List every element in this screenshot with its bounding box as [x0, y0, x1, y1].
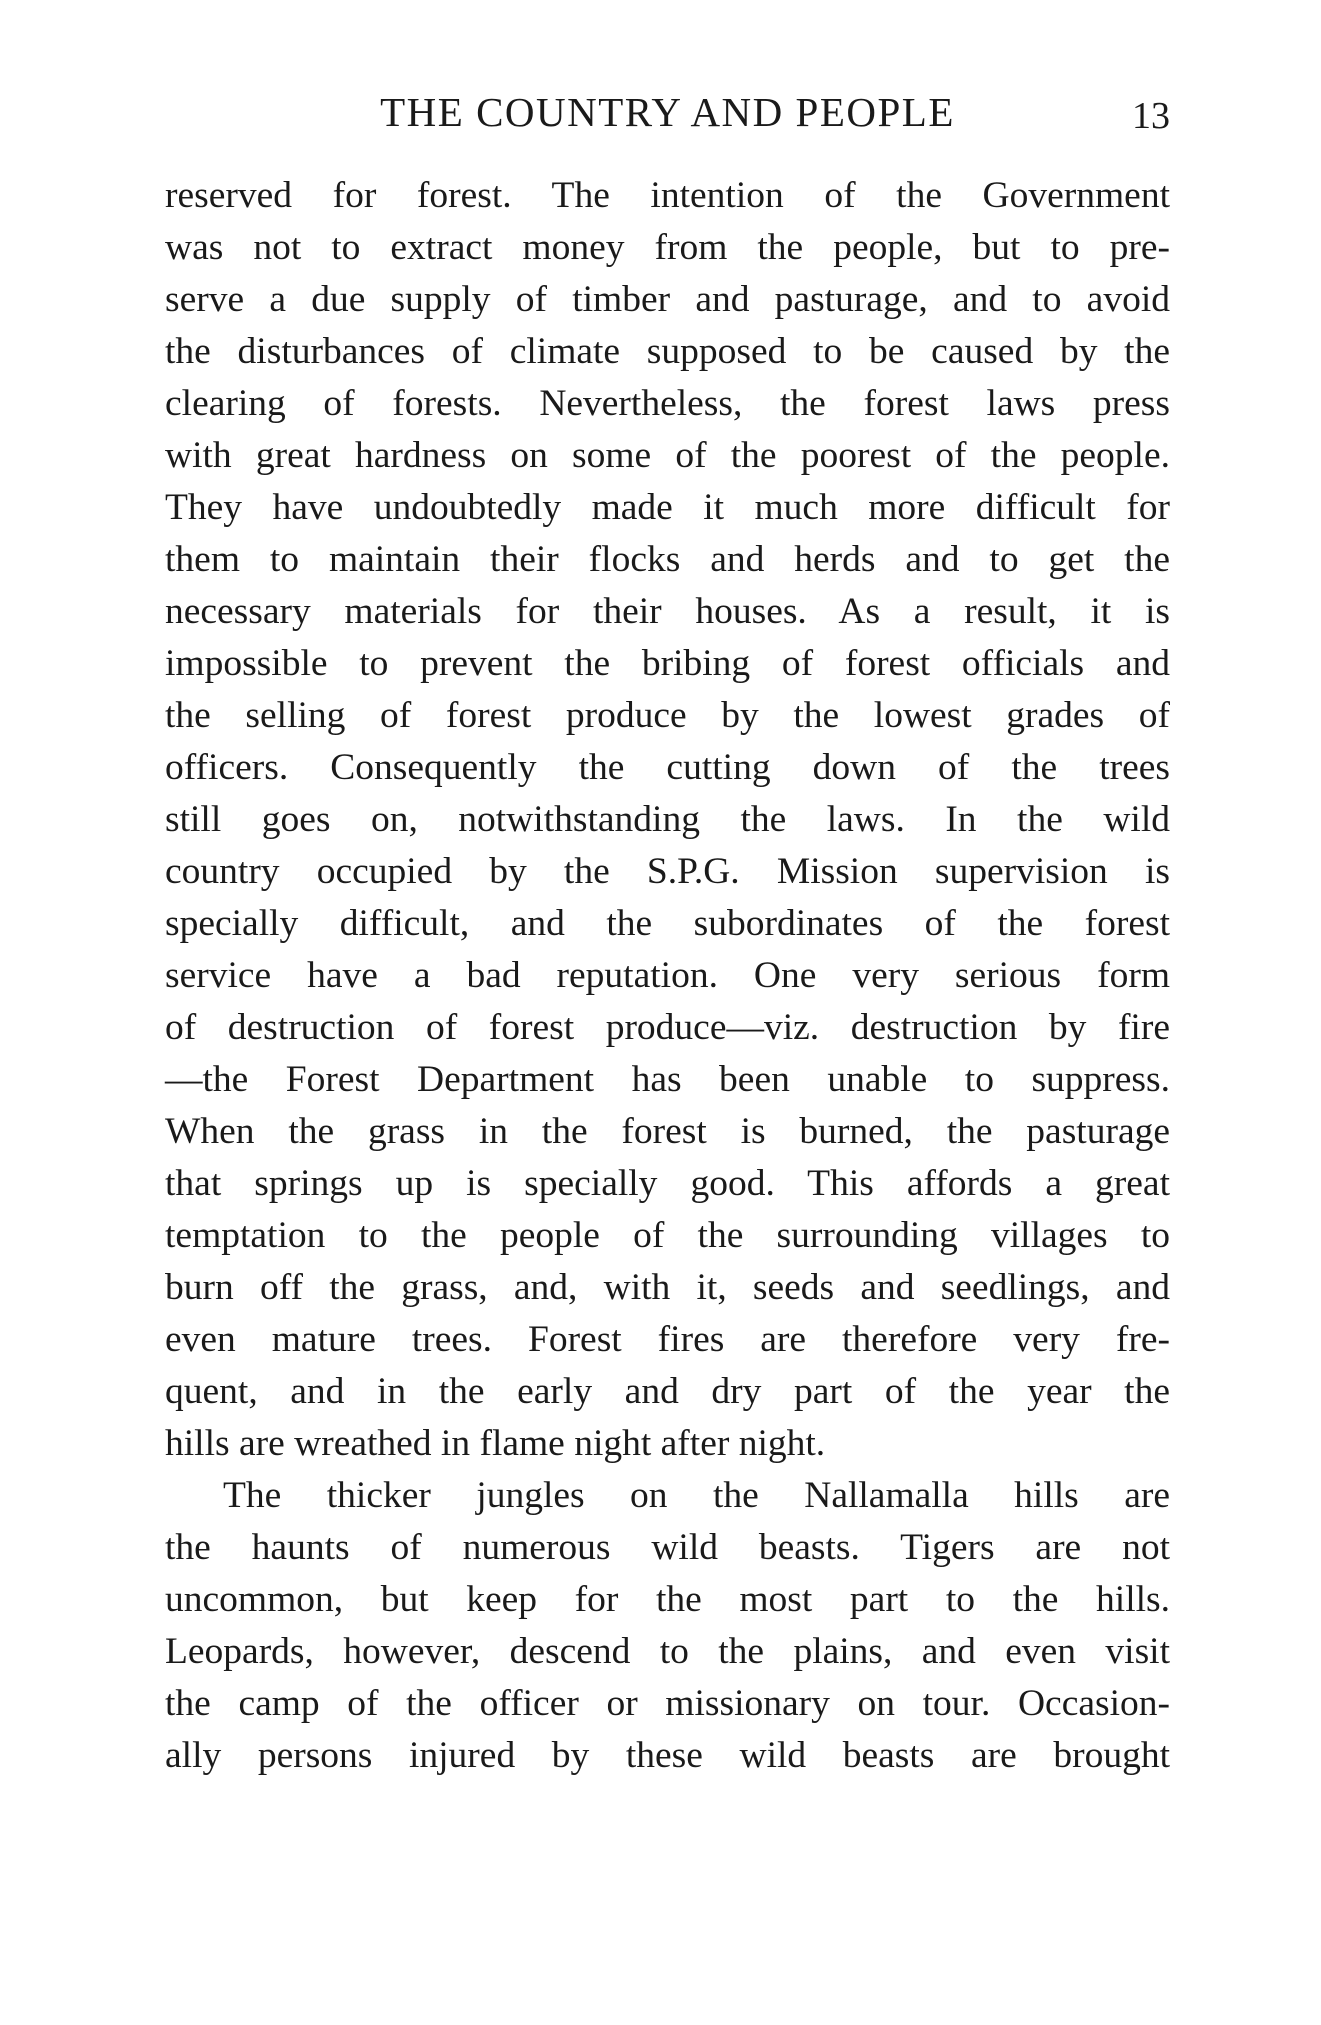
text-line: was not to extract money from the people, but to pre- [165, 227, 1170, 268]
text-line: temptation to the people of the surrounding villages to [165, 1215, 1170, 1256]
text-line: clearing of forests. Nevertheless, the forest laws press [165, 383, 1170, 424]
text-line: necessary materials for their houses. As a result, it is [165, 591, 1170, 632]
text-line: the haunts of numerous wild beasts. Tigers are not [165, 1527, 1170, 1568]
text-line: with great hardness on some of the poorest of the people. [165, 435, 1170, 476]
body-text [165, 170, 1170, 1782]
text-line: that springs up is specially good. This affords a great [165, 1163, 1170, 1204]
text-line: uncommon, but keep for the most part to the hills. [165, 1579, 1170, 1620]
text-line: hills are wreathed in flame night after night. [165, 1423, 826, 1464]
text-line: serve a due supply of timber and pasturage, and to avoid [165, 279, 1170, 320]
text-line: the disturbances of climate supposed to be caused by the [165, 331, 1170, 372]
text-line: ally persons injured by these wild beasts are brought [165, 1735, 1170, 1776]
text-line: specially difficult, and the subordinates of the forest [165, 903, 1170, 944]
text-line: burn off the grass, and, with it, seeds and seedlings, and [165, 1267, 1170, 1308]
text-line: them to maintain their flocks and herds and to get the [165, 539, 1170, 580]
text-line: country occupied by the S.P.G. Mission supervision is [165, 851, 1170, 892]
text-line: the camp of the officer or missionary on tour. Occasion- [165, 1683, 1170, 1724]
text-line: even mature trees. Forest fires are therefore very fre- [165, 1319, 1170, 1360]
text-line: Leopards, however, descend to the plains, and even visit [165, 1631, 1170, 1672]
text-line: —the Forest Department has been unable to suppress. [165, 1059, 1170, 1100]
running-head [165, 88, 1170, 140]
text-line: The thicker jungles on the Nallamalla hills are [223, 1475, 1170, 1516]
text-line: officers. Consequently the cutting down of the trees [165, 747, 1170, 788]
text-line: impossible to prevent the bribing of forest officials and [165, 643, 1170, 684]
text-line: still goes on, notwithstanding the laws. In the wild [165, 799, 1170, 840]
page-number: 13 [1132, 95, 1170, 137]
text-line: They have undoubtedly made it much more difficult for [165, 487, 1170, 528]
text-line: When the grass in the forest is burned, the pasturage [165, 1111, 1170, 1152]
running-title: THE COUNTRY AND PEOPLE [380, 89, 955, 135]
text-line: reserved for forest. The intention of the Government [165, 175, 1170, 216]
text-line: quent, and in the early and dry part of the year the [165, 1371, 1170, 1412]
text-line: service have a bad reputation. One very serious form [165, 955, 1170, 996]
text-line: the selling of forest produce by the lowest grades of [165, 695, 1170, 736]
text-line: of destruction of forest produce—viz. destruction by fire [165, 1007, 1170, 1048]
